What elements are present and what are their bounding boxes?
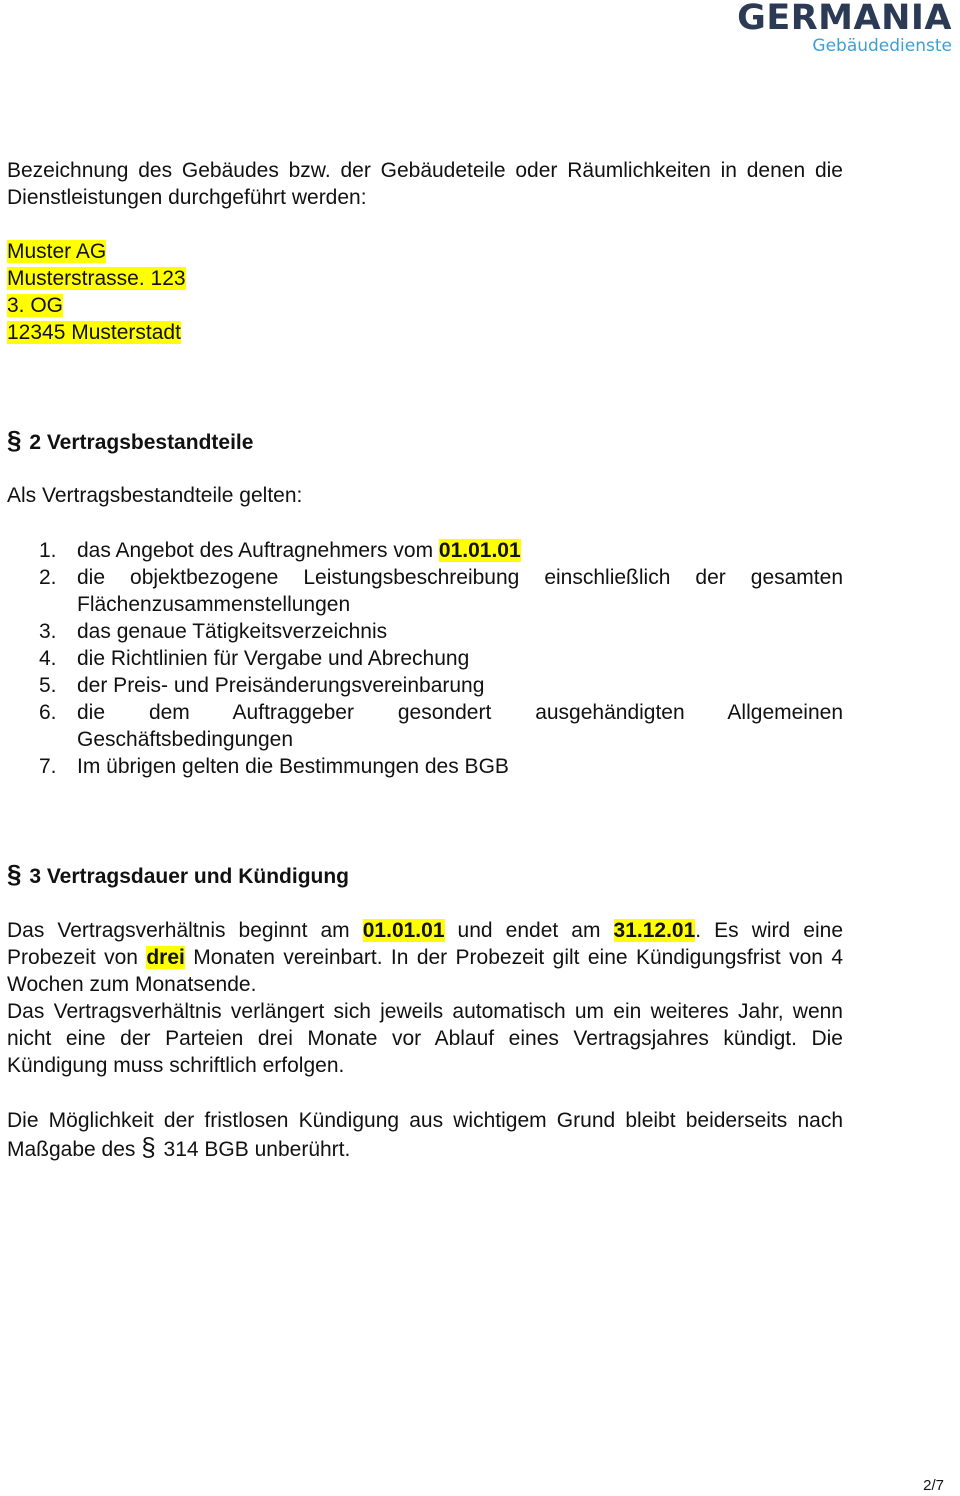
text-run: und endet am bbox=[444, 919, 614, 942]
section-3-heading bbox=[7, 861, 349, 890]
list-number: 5. bbox=[39, 674, 57, 697]
list-text: der Preis- und Preisänderungsvereinbarung bbox=[77, 674, 485, 697]
section-2-title: 2 Vertragsbestandteile bbox=[29, 431, 254, 454]
text-run: Die Möglichkeit der fristlosen Kündigung aus wichtigem Grund bleibt beiderseits nach Maßgabe des bbox=[7, 1109, 843, 1161]
paragraph-sign: § bbox=[141, 1132, 156, 1162]
list-number: 1. bbox=[39, 539, 57, 562]
company-logo bbox=[737, 0, 952, 56]
contract-components-list bbox=[39, 537, 843, 780]
end-date: 31.12.01 bbox=[613, 919, 696, 942]
list-item bbox=[39, 699, 843, 753]
start-date: 01.01.01 bbox=[362, 919, 445, 942]
renewal-paragraph: Das Vertragsverhältnis verlängert sich jeweils automatisch um ein weiteres Jahr, wenn nicht eine der Parteien drei Monate vor Ablauf eines Vertragsjahres kündigt. Die Kündigung muss schriftlich erfolgen. bbox=[7, 1000, 843, 1077]
paragraph-sign: § bbox=[7, 859, 22, 889]
offer-date: 01.01.01 bbox=[438, 539, 521, 562]
text-run: 314 BGB unberührt. bbox=[157, 1138, 351, 1161]
section-2-heading bbox=[7, 427, 253, 456]
contract-term-paragraph bbox=[7, 917, 843, 998]
list-number: 2. bbox=[39, 566, 57, 589]
address-line: Musterstrasse. 123 bbox=[7, 267, 186, 290]
list-item bbox=[39, 672, 843, 699]
address-line: 12345 Musterstadt bbox=[7, 321, 181, 344]
list-number: 7. bbox=[39, 755, 57, 778]
intro-text: Bezeichnung des Gebäudes bzw. der Gebäudeteile oder Räumlichkeiten in denen die Dienstleistungen durchgeführt werden: bbox=[7, 159, 843, 209]
probation-term: drei bbox=[146, 946, 185, 969]
list-item bbox=[39, 618, 843, 645]
section-2-lead: Als Vertragsbestandteile gelten: bbox=[7, 484, 303, 507]
paragraph-sign: § bbox=[7, 425, 22, 455]
list-text: das Angebot des Auftragnehmers vom bbox=[77, 539, 439, 562]
page-number: 2/7 bbox=[923, 1477, 944, 1494]
list-number: 3. bbox=[39, 620, 57, 643]
address-block bbox=[7, 238, 186, 346]
list-item bbox=[39, 645, 843, 672]
list-number: 6. bbox=[39, 701, 57, 724]
section-3-title: 3 Vertragsdauer und Kündigung bbox=[29, 865, 350, 888]
list-item bbox=[39, 753, 843, 780]
text-run: Monaten vereinbart. In der Probezeit gilt eine Kündigungsfrist von 4 Wochen zum Monatsende. bbox=[7, 946, 843, 996]
list-number: 4. bbox=[39, 647, 57, 670]
text-run: Das Vertragsverhältnis beginnt am bbox=[7, 919, 363, 942]
logo-tagline: Gebäudedienste bbox=[812, 36, 952, 56]
logo-name: GERMANIA bbox=[737, 0, 952, 38]
address-line: 3. OG bbox=[7, 294, 64, 317]
address-line: Muster AG bbox=[7, 240, 107, 263]
list-text: die Richtlinien für Vergabe und Abrechung bbox=[77, 647, 470, 670]
list-text: die dem Auftraggeber gesondert ausgehändigten Allgemeinen Geschäftsbedingungen bbox=[77, 701, 843, 751]
list-item bbox=[39, 564, 843, 618]
list-text: das genaue Tätigkeitsverzeichnis bbox=[77, 620, 388, 643]
list-text: Im übrigen gelten die Bestimmungen des BGB bbox=[77, 755, 509, 778]
text-run: . Es wird eine Probezeit von bbox=[7, 919, 843, 969]
list-text: die objektbezogene Leistungsbeschreibung einschließlich der gesamten Flächenzusammenstellungen bbox=[77, 566, 843, 616]
list-item bbox=[39, 537, 843, 564]
termination-paragraph bbox=[7, 1107, 843, 1163]
